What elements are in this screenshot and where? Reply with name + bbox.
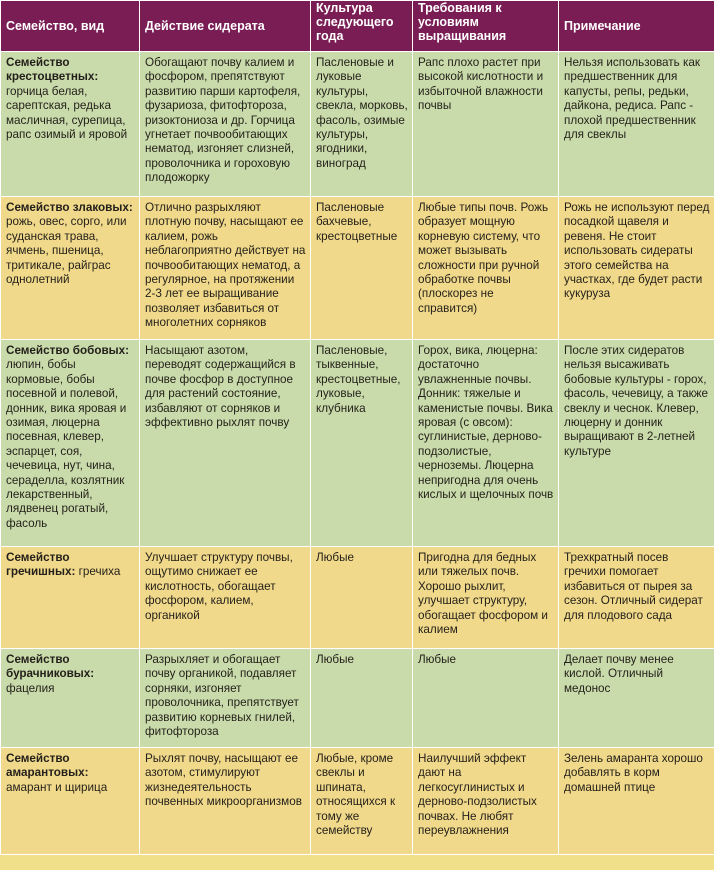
family-cell	[1, 197, 140, 340]
table-row	[1, 340, 714, 547]
species-list: амарант и щирица	[6, 780, 108, 794]
requirements-cell: Наилучший эффект дают на легкосуглинистых и дерново-подзолистых почвах. Не любят переувлажнения	[413, 748, 559, 855]
table-row	[1, 547, 714, 649]
next-crop-cell: Пасленовые бахчевые, крестоцветные	[311, 197, 413, 340]
action-cell: Отлично разрыхляют плотную почву, насыщают ее калием, рожь неблагоприятно действует на почвообитающих нематод, а регулярное, на протяжении 2-3 лет ее выращивание позволяет избавиться от многолетних сорняков	[140, 197, 311, 340]
note-cell: Зелень амаранта хорошо добавлять в корм домашней птице	[559, 748, 714, 855]
family-cell	[1, 52, 140, 197]
table-row	[1, 649, 714, 748]
note-cell: Рожь не используют перед посадкой щавеля и ревеня. Не стоит использовать сидераты этого семейства на участках, где будет расти кукуруза	[559, 197, 714, 340]
action-cell: Рыхлят почву, насыщают ее азотом, стимулируют жизнедеятельность почвенных микроорганизмов	[140, 748, 311, 855]
family-cell	[1, 748, 140, 855]
family-name: Семейство бурачниковых:	[6, 653, 95, 681]
header-row	[1, 1, 714, 52]
family-cell	[1, 649, 140, 748]
requirements-cell: Горох, вика, люцерна: достаточно увлажненные почвы. Донник: тяжелые и каменистые почвы. Вика яровая (с овсом): суглинистые, дерново-подзолистые, черноземы. Люцерна непригодна для очень кислых и щелочных почв	[413, 340, 559, 547]
action-cell: Насыщают азотом, переводят содержащийся в почве фосфор в доступное для растений состояние, избавляют от сорняков и эффективно рыхлят почву	[140, 340, 311, 547]
requirements-cell: Любые типы почв. Рожь образует мощную корневую систему, что может вызывать сложности при ручной обработке почвы (плоскорез не справится)	[413, 197, 559, 340]
action-cell: Разрыхляет и обогащает почву органикой, подавляет сорняки, изгоняет проволочника, препятствует развитию корневых гнилей, фитофтороза	[140, 649, 311, 748]
note-cell: Нельзя использовать как предшественник для капусты, репы, редьки, дайкона, редиса. Рапс - плохой предшественник для свеклы	[559, 52, 714, 197]
family-name: Семейство крестоцветных:	[6, 56, 99, 84]
species-list: гречиха	[78, 565, 121, 579]
header-action: Действие сидерата	[140, 1, 311, 52]
species-list: горчица белая, сарептская, редька масличная, сурепица, рапс озимый и яровой	[6, 84, 128, 142]
note-cell: Трехкратный посев гречихи помогает избавиться от пырея за сезон. Отличный сидерат для плодового сада	[559, 547, 714, 649]
note-cell: После этих сидератов нельзя высаживать бобовые культуры - горох, фасоль, чечевицу, а также свеклу и чеснок. Клевер, люцерну и донник выращивают в 2-летней культуре	[559, 340, 714, 547]
next-crop-cell: Любые, кроме свеклы и шпината, относящихся к тому же семейству	[311, 748, 413, 855]
next-crop-cell: Любые	[311, 547, 413, 649]
species-list: фацелия	[6, 681, 55, 695]
table-row	[1, 52, 714, 197]
table-row	[1, 748, 714, 855]
family-cell	[1, 547, 140, 649]
next-crop-cell: Любые	[311, 649, 413, 748]
action-cell: Улучшает структуру почвы, ощутимо снижает ее кислотность, обогащает фосфором, калием, органикой	[140, 547, 311, 649]
family-name: Семейство гречишных:	[6, 551, 76, 579]
species-list: рожь, овес, сорго, или суданская трава, ячмень, пшеница, тритикале, райграс однолетний	[6, 215, 127, 287]
requirements-cell: Любые	[413, 649, 559, 748]
family-name: Семейство бобовых:	[6, 344, 130, 357]
table-row	[1, 197, 714, 340]
header-note: Примечание	[559, 1, 714, 52]
family-cell	[1, 340, 140, 547]
family-name: Семейство злаковых:	[6, 201, 133, 214]
requirements-cell: Пригодна для бедных или тяжелых почв. Хорошо рыхлит, улучшает структуру, обогащает фосфором и калием	[413, 547, 559, 649]
header-next-crop: Культура следующего года	[311, 1, 413, 52]
family-name: Семейство амарантовых:	[6, 752, 89, 780]
species-list: люпин, бобы кормовые, бобы посевной и полевой, донник, вика яровая и озимая, люцерна посевная, клевер, эспарцет, соя, чечевица, нут, чина, сераделла, козлятник лекарственный, лядвенец рогатый, фасоль	[6, 358, 127, 530]
next-crop-cell: Пасленовые, тыквенные, крестоцветные, луковые, клубника	[311, 340, 413, 547]
header-family: Семейство, вид	[1, 1, 140, 52]
note-cell: Делает почву менее кислой. Отличный медонос	[559, 649, 714, 748]
requirements-cell: Рапс плохо растет при высокой кислотности и избыточной влажности почвы	[413, 52, 559, 197]
header-requirements: Требования к условиям выращивания	[413, 1, 559, 52]
next-crop-cell: Пасленовые и луковые культуры, свекла, морковь, фасоль, озимые культуры, ягодники, виноград	[311, 52, 413, 197]
action-cell: Обогащают почву калием и фосфором, препятствуют развитию парши картофеля, фузариоза, фитофтороза, ризоктониоза и др. Горчица угнетает почвообитающих нематод, изгоняет слизней, проволочника и гороховую плодожорку	[140, 52, 311, 197]
